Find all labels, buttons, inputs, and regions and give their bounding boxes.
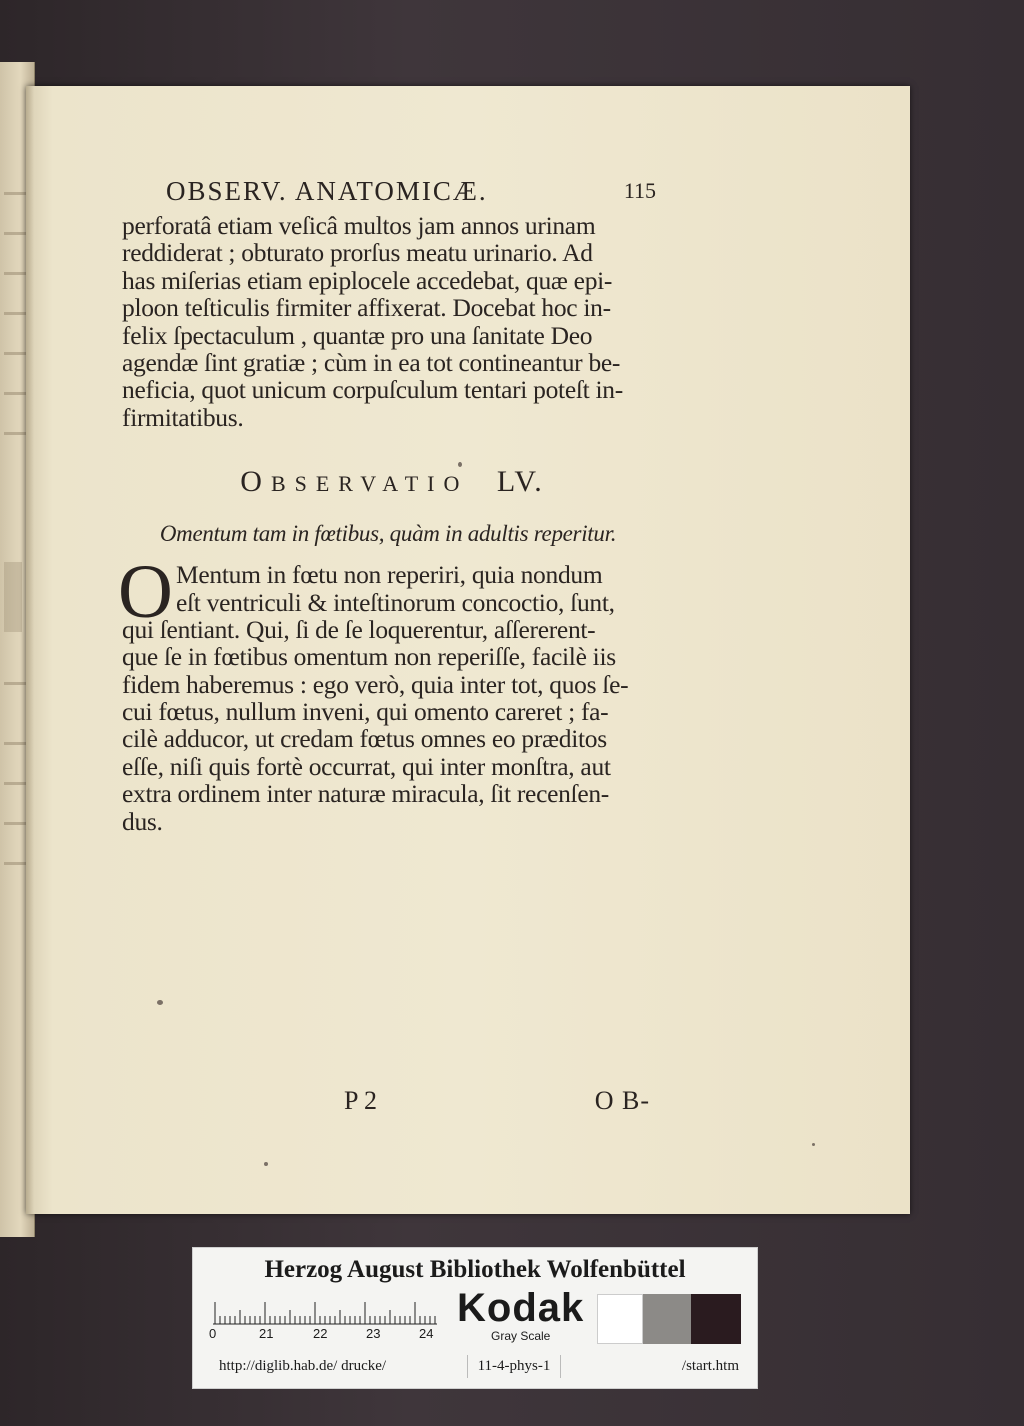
observation-title-initial: O: [240, 465, 271, 499]
ghost-text-mark: [4, 192, 26, 195]
ruler-label: 23: [366, 1326, 381, 1341]
ghost-text-mark: [4, 312, 26, 315]
url-base: http://diglib.hab.de/ drucke/: [219, 1358, 387, 1374]
text-line: cilè adducor, ut credam fœtus omnes eo præditos: [122, 724, 607, 754]
swatch-gray: [643, 1294, 691, 1344]
text-line: Mentum in fœtu non reperiri, quia nondum: [176, 560, 603, 590]
signature-mark: P 2: [344, 1086, 377, 1115]
ghost-text-mark: [4, 782, 26, 785]
ink-spot: [458, 462, 462, 467]
ruler-label: 0: [209, 1326, 217, 1341]
ghost-text-mark: [4, 352, 26, 355]
ink-spot: [264, 1162, 268, 1166]
gray-scale-label: Gray Scale: [491, 1329, 551, 1343]
ink-spot: [812, 1143, 815, 1146]
text-line: perforatâ etiam veſicâ multos jam annos urinam: [122, 211, 596, 240]
drop-cap: O: [118, 550, 173, 635]
text-line: dus.: [122, 806, 163, 836]
swatch-white: [597, 1294, 643, 1344]
swatch-black: [691, 1294, 741, 1344]
paragraph-1: [122, 212, 654, 431]
ruler-icon: [213, 1296, 441, 1326]
page-footer: [122, 1086, 654, 1126]
ghost-text-mark: [4, 562, 22, 632]
ghost-text-mark: [4, 862, 26, 865]
ghost-text-mark: [4, 432, 26, 435]
shelfmark: 11-4-phys-1: [467, 1355, 561, 1378]
page-header: [122, 176, 654, 212]
text-line: neficia, quot unicum corpuſculum tentari poteſt in-: [122, 375, 623, 405]
text-line: qui ſentiant. Qui, ſi de ſe loquerentur, aſſererent-: [122, 614, 596, 644]
book-page: [26, 86, 910, 1214]
page-number: 115: [623, 178, 656, 203]
measurement-ruler: [209, 1296, 441, 1342]
ink-spot: [157, 1000, 163, 1005]
text-line: eſt ventriculi & inteſtinorum concoctio, ſunt,: [176, 587, 615, 617]
text-line: eſſe, niſi quis fortè occurrat, qui inter monſtra, aut: [122, 751, 611, 781]
observation-number: LV.: [496, 465, 544, 499]
catchword: O B-: [594, 1086, 650, 1115]
ghost-text-mark: [4, 742, 26, 745]
running-head: OBSERV. ANATOMICÆ.: [166, 176, 488, 206]
library-name: Herzog August Bibliothek Wolfenbüttel: [264, 1256, 686, 1283]
text-line: agendæ ſint gratiæ ; cùm in ea tot contineantur be-: [122, 347, 621, 377]
gray-scale-swatches: [597, 1294, 743, 1344]
page-text-block: [118, 176, 656, 836]
paragraph-2: [118, 550, 654, 836]
text-line: que ſe in fœtibus omentum non reperiſſe, facilè iis: [122, 642, 616, 672]
observation-subtitle: Omentum tam in fœtibus, quàm in adultis reperitur.: [159, 521, 617, 547]
text-line: cui fœtus, nullum inveni, qui omento careret ; fa-: [122, 697, 609, 727]
archive-label-strip: [192, 1247, 758, 1389]
url-suffix: /start.htm: [681, 1358, 739, 1374]
text-line: fidem haberemus : ego verò, quia inter tot, quos ſe-: [122, 669, 629, 699]
text-line: firmitatibus.: [122, 402, 244, 432]
ghost-text-mark: [4, 232, 26, 235]
observation-title: [122, 465, 654, 499]
ghost-text-mark: [4, 682, 26, 685]
text-line: has miſerias etiam epiplocele accedebat, quæ epi-: [122, 265, 613, 295]
text-line: extra ordinem inter naturæ miracula, ſit recenſen-: [122, 779, 609, 809]
text-line: felix ſpectaculum , quantæ pro una ſanitate Deo: [122, 320, 593, 350]
text-line: ploon teſticulis firmiter affixerat. Docebat hoc in-: [122, 293, 611, 323]
ghost-text-mark: [4, 822, 26, 825]
ruler-label: 24: [419, 1326, 434, 1341]
kodak-logo: Kodak: [457, 1286, 585, 1330]
observation-title-rest: BSERVATIO: [270, 471, 469, 497]
ghost-text-mark: [4, 272, 26, 275]
page-gutter: [26, 86, 34, 1214]
ruler-label: 21: [259, 1326, 274, 1341]
ruler-label: 22: [313, 1326, 328, 1341]
ghost-text-mark: [4, 392, 26, 395]
text-line: reddiderat ; obturato prorſus meatu urinario. Ad: [122, 238, 593, 268]
